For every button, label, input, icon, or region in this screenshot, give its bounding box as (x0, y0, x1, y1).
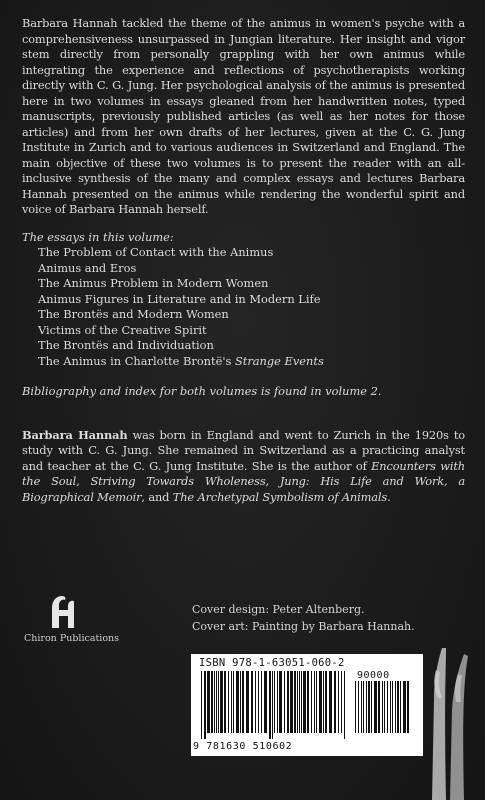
bibliography-note: Bibliography and index for both volumes is found in volume 2. (22, 384, 382, 398)
barcode-bar (338, 671, 339, 733)
barcode-bar (307, 671, 309, 733)
ean-barcode-bars (201, 671, 349, 739)
barcode-bar (294, 671, 296, 733)
barcode-bar (371, 681, 372, 733)
barcode-bar (387, 681, 388, 733)
barcode-bar (214, 671, 215, 733)
barcode-bar (378, 681, 380, 733)
essay-item: The Animus Problem in Modern Women (38, 276, 269, 290)
isbn-label: ISBN 978-1-63051-060-2 (199, 657, 345, 669)
back-cover-text (22, 16, 465, 505)
painting-hands (424, 640, 485, 800)
barcode-bar (368, 681, 370, 733)
barcode-bar (261, 671, 262, 733)
bio-text-2: , and (141, 489, 173, 504)
publisher-logo (24, 594, 134, 644)
barcode-bar (390, 681, 391, 733)
barcode-bar (228, 671, 229, 733)
barcode-bar (274, 671, 275, 733)
barcode-bar (255, 671, 256, 733)
essay-item: Animus and Eros (38, 260, 137, 275)
barcode-bar (279, 671, 282, 733)
barcode-bar (269, 671, 271, 739)
bio-text-3: . (387, 489, 391, 504)
barcode-bar (303, 671, 306, 733)
barcode-bar (204, 671, 206, 739)
barcode-bar (334, 671, 336, 733)
ean-digits: 9 781630 510602 (193, 741, 293, 752)
barcode-bar (297, 671, 298, 733)
blurb-paragraph: Barbara Hannah tackled the theme of the animus in women's psyche with a comprehensiveness unsurpassed in Jungian literature. Her insight and vigor stem directly from personally grappling with her own animus while integrating the experience and reflections of psychotherapists working directly with C. G. Jung. Her psychological analysis of the animus is presented here in two volumes in essays gleaned from her handwritten notes, typed manuscripts, previously published articles (as well as her notes for those articles) and from her own drafts of her lectures, given at the C. G. Jung Institute in Zurich and to various audiences in Switzerland and England. The main objective of these two volumes is to present the reader with an all-inclusive synthesis of the many and complex essays and lectures Barbara Hannah presented on the animus while rendering the wonderful spirit and voice of Barbara Hannah herself. (22, 16, 465, 216)
barcode-bar (301, 671, 302, 733)
publisher-name: Chiron Publications (24, 633, 120, 644)
barcode-bar (216, 671, 217, 733)
barcode-bar (329, 671, 332, 733)
barcode-bar (344, 671, 345, 739)
barcode-bar (207, 671, 210, 733)
barcode-bar (366, 681, 367, 733)
barcode-bar (258, 671, 259, 733)
barcode-bar (319, 671, 322, 733)
barcode-bar (287, 671, 289, 733)
essays-heading: The essays in this volume: (22, 229, 174, 244)
barcode-bar (395, 681, 396, 733)
barcode-bar (231, 671, 232, 733)
essay-item-last (38, 354, 465, 370)
bio-text-1: was born in England and went to Zurich in the 1920s to study with C. G. Jung. She remained in Switzerland as a practicing analyst and teacher at the C. G. Jung Institute. She is the author of (22, 427, 465, 473)
barcode-bar (363, 681, 364, 733)
barcode-bar (220, 671, 223, 733)
cover-art-credit: Cover art: Painting by Barbara Hannah. (192, 620, 415, 633)
barcode-bar (240, 671, 241, 733)
bio-book-2: The Archetypal Symbolism of Animals (172, 489, 388, 504)
bio-book-1: Encounters with the Soul, Striving Towards Wholeness, Jung: His Life and Work, a Biographical Memoir (22, 458, 465, 504)
cover-design-credit: Cover design: Peter Altenberg. (192, 603, 365, 616)
essay-item-last-text: The Animus in Charlotte Brontë's (38, 353, 235, 368)
barcode-bar (355, 681, 356, 733)
addon-barcode-bars (355, 681, 413, 739)
barcode (191, 654, 423, 756)
barcode-bar (374, 681, 377, 733)
barcode-bar (403, 681, 406, 733)
essay-item: The Brontës and Modern Women (38, 307, 229, 321)
essay-item: The Problem of Contact with the Animus (38, 245, 274, 259)
barcode-bar (382, 681, 383, 733)
barcode-bar (242, 671, 244, 733)
barcode-bar (392, 681, 393, 733)
price-code: 90000 (357, 670, 390, 681)
barcode-bar (277, 671, 278, 733)
barcode-bar (218, 671, 219, 733)
barcode-bar (341, 671, 342, 733)
author-name: Barbara Hannah (22, 427, 128, 442)
essay-item-last-italic: Strange Events (234, 353, 324, 368)
barcode-bar (397, 681, 399, 733)
barcode-bar (314, 671, 315, 733)
barcode-bar (400, 681, 401, 733)
barcode-bar (290, 671, 293, 733)
barcode-bar (211, 671, 213, 733)
barcode-bar (325, 671, 327, 733)
barcode-bar (358, 681, 359, 733)
author-bio (22, 428, 465, 506)
barcode-bar (361, 681, 362, 733)
barcode-bar (323, 671, 324, 733)
barcode-bar (407, 681, 409, 733)
barcode-bar (246, 671, 249, 733)
barcode-bar (311, 671, 312, 733)
barcode-bar (384, 681, 385, 733)
essay-list (22, 245, 465, 369)
barcode-bar (264, 671, 267, 733)
barcode-bar (201, 671, 202, 739)
barcode-bar (236, 671, 239, 733)
cover-credits (192, 601, 415, 635)
essay-item: The Brontës and Individuation (38, 338, 214, 352)
barcode-bar (233, 671, 234, 733)
barcode-bar (251, 671, 253, 733)
barcode-bar (272, 671, 273, 739)
essay-item: Victims of the Creative Spirit (38, 322, 207, 337)
barcode-bar (316, 671, 317, 733)
barcode-bar (284, 671, 285, 733)
barcode-bar (299, 671, 300, 733)
barcode-bar (224, 671, 226, 733)
chiron-logo-icon (48, 594, 78, 630)
essay-item: Animus Figures in Literature and in Modern Life (38, 291, 321, 306)
